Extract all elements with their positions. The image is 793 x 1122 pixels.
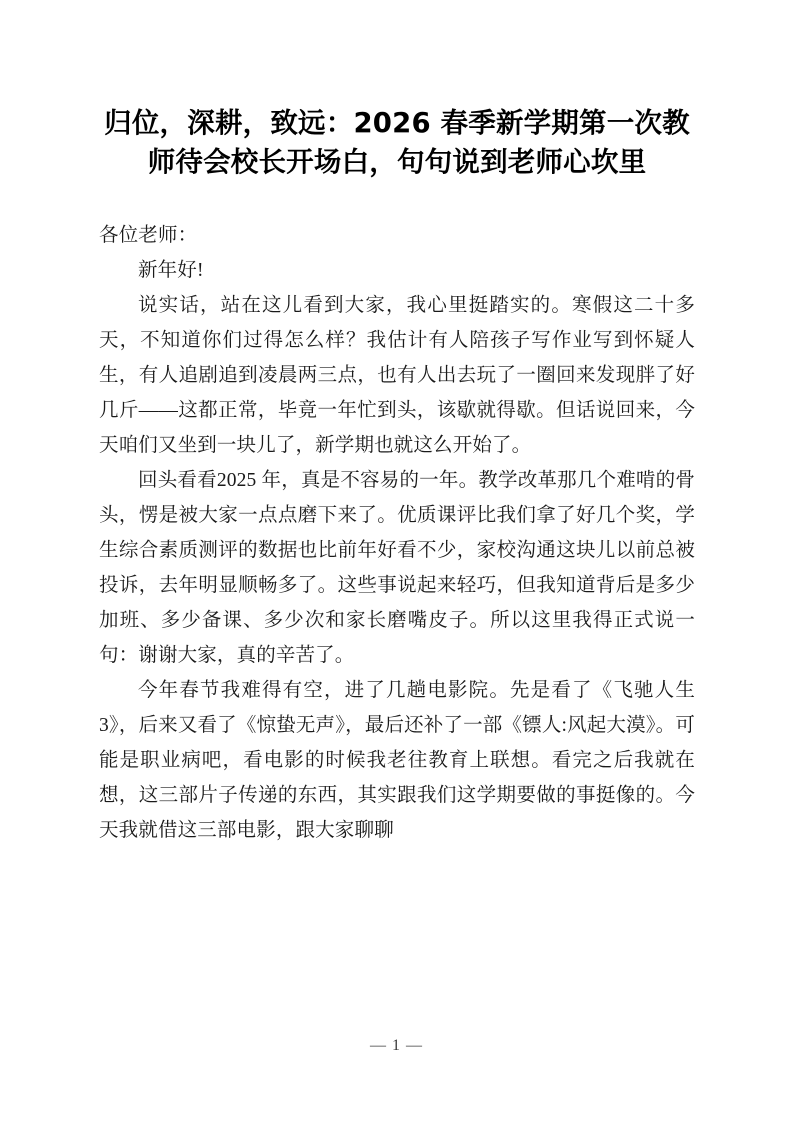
page-title: 归位，深耕，致远：2026 春季新学期第一次教师待会校长开场白，句句说到老师心坎里 (104, 107, 690, 178)
body-paragraph-3: 回头看看2025 年，真是不容易的一年。教学改革那几个难啃的骨头，愣是被大家一点点磨下来了。优质课评比我们拿了好几个奖，学生综合素质测评的数据也比前年好看不少，家校沟通这块儿以前总被投诉，去年明显顺畅多了。这些事说起来轻巧，但我知道背后是多少加班、多少备课、多少次和家长磨嘴皮子。所以这里我得正式说一句：谢谢大家，真的辛苦了。 (99, 470, 695, 666)
page-number-footer: — 1 — (370, 1037, 423, 1054)
body-paragraph-4: 今年春节我难得有空，进了几趟电影院。先是看了《飞驰人生3》，后来又看了《惊蛰无声》，最后还补了一部《镖人:风起大漠》。可能是职业病吧，看电影的时候我老往教育上联想。看完之后我就在想，这三部片子传递的东西，其实跟我们这学期要做的事挺像的。今天我就借这三部电影，跟大家聊聊 (99, 680, 695, 841)
document-body (99, 218, 695, 848)
body-paragraph-2: 说实话，站在这儿看到大家，我心里挺踏实的。寒假这二十多天，不知道你们过得怎么样？我估计有人陪孩子写作业写到怀疑人生，有人追剧追到凌晨两三点，也有人出去玩了一圈回来发现胖了好几斤——这都正常，毕竟一年忙到头，该歇就得歇。但话说回来，今天咱们又坐到一块儿了，新学期也就这么开始了。 (99, 295, 695, 456)
document-content-area (99, 0, 695, 848)
salutation-line: 各位老师： (99, 225, 198, 246)
body-paragraph-1: 新年好! (138, 260, 204, 281)
